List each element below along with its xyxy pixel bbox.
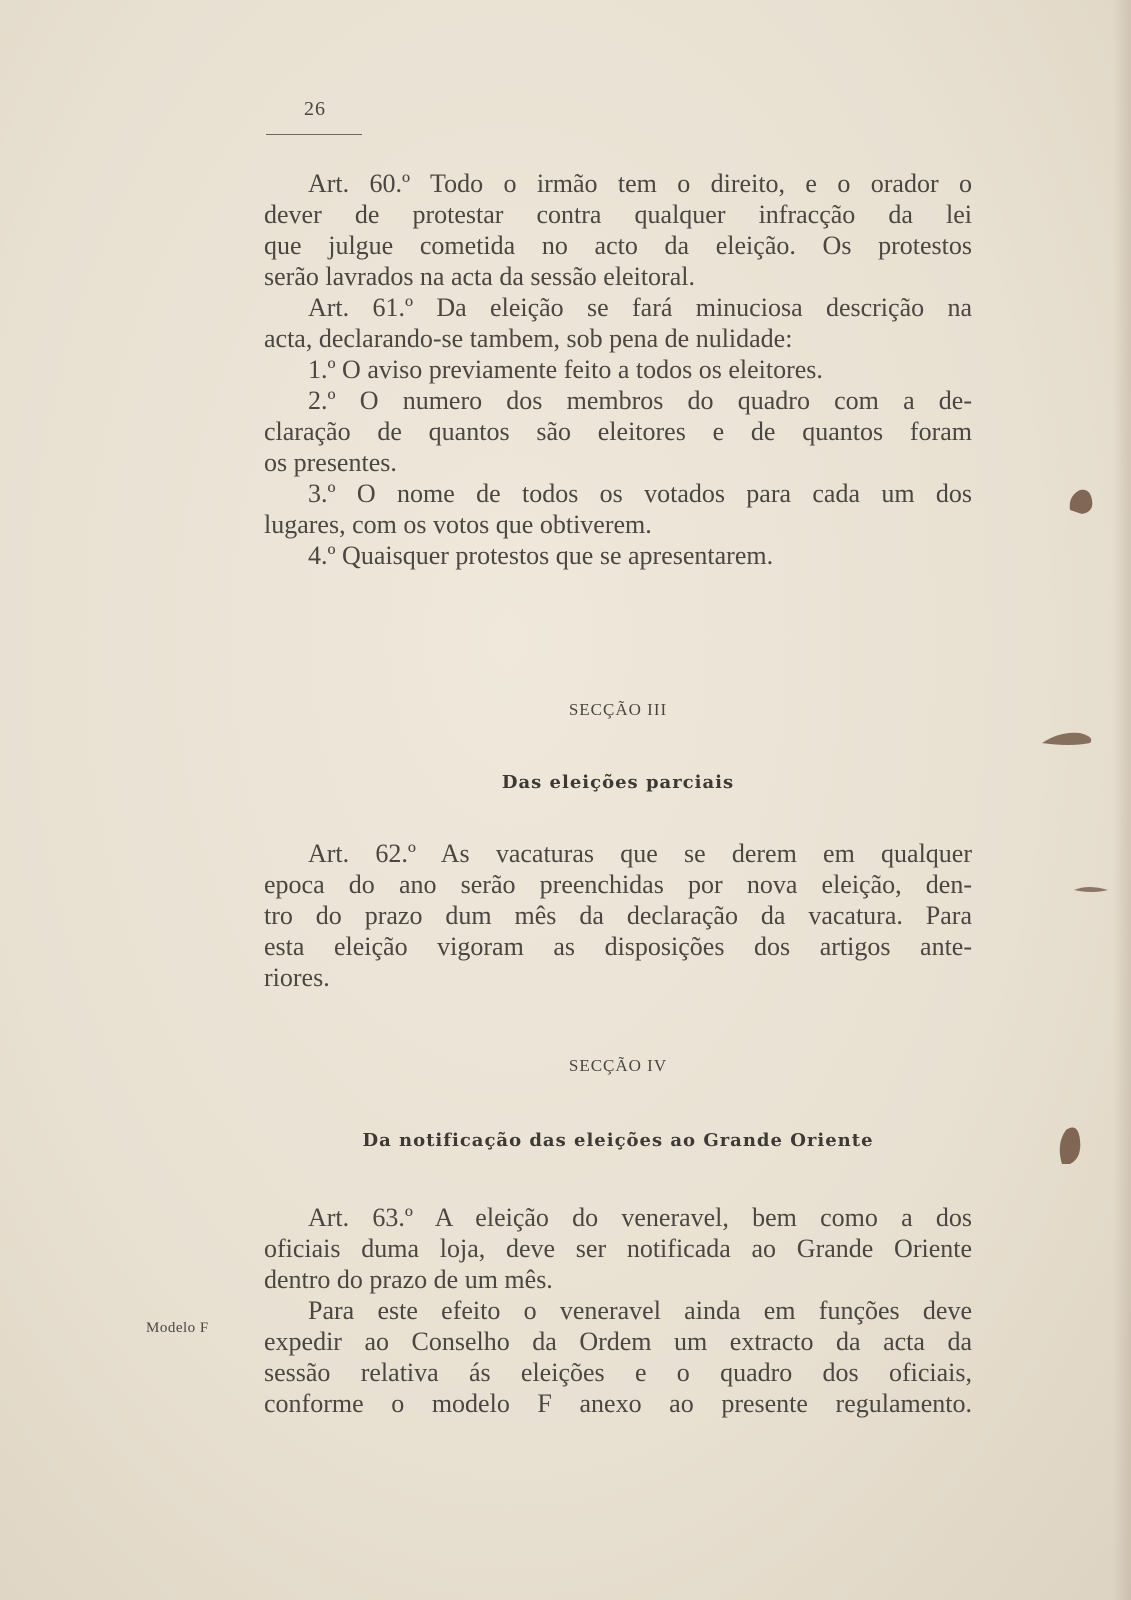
art63-para-line-3: sessão relativa ás eleições e o quadro dos oficiais, <box>264 1358 972 1387</box>
art60-line-3: que julgue cometida no acto da eleição. Os protestos <box>264 231 972 260</box>
art61-item-3-line-1: 3.º O nome de todos os votados para cada um dos <box>308 479 972 508</box>
art61-item-1: 1.º O aviso previamente feito a todos os eleitores. <box>308 355 823 384</box>
art62-line-2: epoca do ano serão preenchidas por nova eleição, den- <box>264 870 972 899</box>
art62-line-3: tro do prazo dum mês da declaração da vacatura. Para <box>264 901 972 930</box>
art61-item-2-line-3: os presentes. <box>264 448 397 477</box>
article-62 <box>264 838 972 993</box>
art61-line-2: acta, declarando-se tambem, sob pena de nulidade: <box>264 324 793 353</box>
art63-line-1: Art. 63.º A eleição do veneravel, bem como a dos <box>308 1203 972 1232</box>
art63-para-line-4: conforme o modelo F anexo ao presente regulamento. <box>264 1389 972 1418</box>
article-63 <box>264 1202 972 1419</box>
section-4-subheading: Da notificação das eleições ao Grande Oriente <box>362 1130 874 1151</box>
stain-mark-3 <box>1072 880 1112 900</box>
art63-line-2: oficiais duma loja, deve ser notificada ao Grande Oriente <box>264 1234 972 1263</box>
art61-item-2-line-1: 2.º O numero dos membros do quadro com a de- <box>308 386 972 415</box>
stain-mark-2 <box>1040 725 1100 755</box>
art61-line-1: Art. 61.º Da eleição se fará minuciosa descrição na <box>308 293 972 322</box>
art61-item-3-line-2: lugares, com os votos que obtiverem. <box>264 510 652 539</box>
stain-mark-4 <box>1050 1120 1090 1170</box>
art63-line-3: dentro do prazo de um mês. <box>264 1265 553 1294</box>
section-3-subheading: Das eleições parciais <box>501 772 735 793</box>
page-edge-shadow <box>1113 0 1131 1600</box>
articles-60-61 <box>264 168 972 571</box>
art61-item-4: 4.º Quaisquer protestos que se apresentarem. <box>308 541 774 570</box>
stain-mark-1 <box>1060 480 1100 520</box>
page-number: 26 <box>304 98 326 120</box>
art62-line-1: Art. 62.º As vacaturas que se derem em qualquer <box>308 839 972 868</box>
art60-line-2: dever de protestar contra qualquer infracção da lei <box>264 200 972 229</box>
art60-line-4: serão lavrados na acta da sessão eleitoral. <box>264 262 695 291</box>
header-rule <box>266 134 362 135</box>
art61-item-2-line-2: claração de quantos são eleitores e de quantos foram <box>264 417 972 446</box>
art60-line-1: Art. 60.º Todo o irmão tem o direito, e o orador o <box>308 169 972 198</box>
margin-note-modelo: Modelo F <box>146 1320 209 1336</box>
art62-line-4: esta eleição vigoram as disposições dos artigos ante- <box>264 932 972 961</box>
art63-para-line-1: Para este efeito o veneravel ainda em funções deve <box>308 1296 972 1325</box>
art62-line-5: riores. <box>264 963 330 992</box>
art63-para-line-2: expedir ao Conselho da Ordem um extracto da acta da <box>264 1327 972 1356</box>
section-4-heading: SECÇÃO IV <box>568 1056 668 1075</box>
section-3-heading: SECÇÃO III <box>568 700 668 719</box>
